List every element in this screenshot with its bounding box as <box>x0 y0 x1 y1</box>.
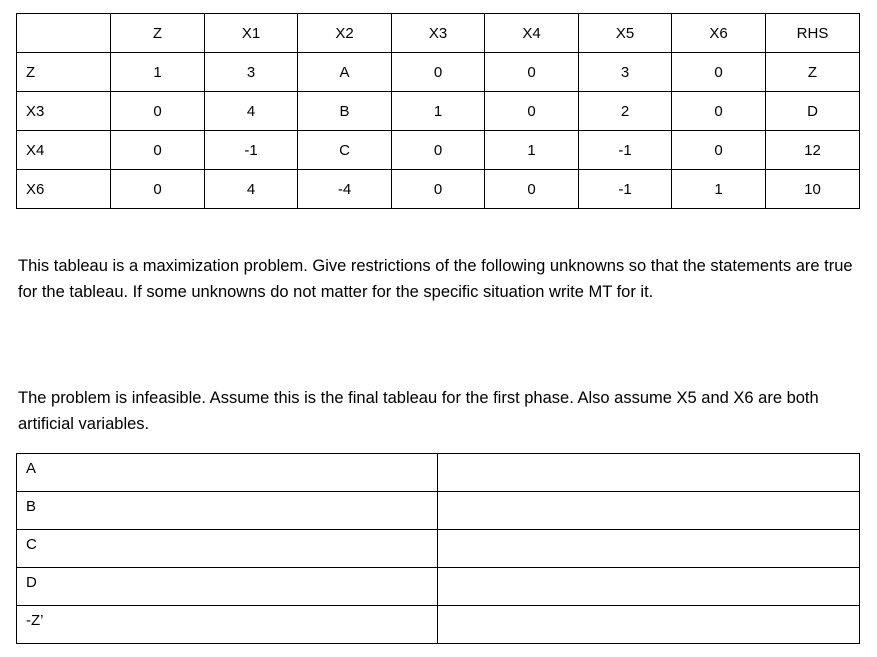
tableau-cell: 0 <box>672 53 766 92</box>
tableau-cell: D <box>766 92 860 131</box>
answer-row <box>17 454 860 492</box>
tableau-cell: Z <box>766 53 860 92</box>
tableau-cell: 0 <box>392 131 485 170</box>
tableau-header-cell <box>17 14 111 53</box>
tableau-cell: 0 <box>111 92 205 131</box>
tableau-cell: A <box>298 53 392 92</box>
answer-label: D <box>17 568 438 606</box>
tableau-row <box>17 92 860 131</box>
simplex-tableau <box>16 13 860 209</box>
tableau-header-cell: RHS <box>766 14 860 53</box>
tableau-cell: -1 <box>579 131 672 170</box>
tableau-cell: 1 <box>485 131 579 170</box>
tableau-cell: 4 <box>205 92 298 131</box>
tableau-cell: -1 <box>579 170 672 209</box>
tableau-cell: 1 <box>672 170 766 209</box>
answer-field-a[interactable] <box>438 454 860 492</box>
tableau-cell: 3 <box>205 53 298 92</box>
tableau-row-label: Z <box>17 53 111 92</box>
answer-table <box>16 453 860 644</box>
tableau-cell: 2 <box>579 92 672 131</box>
instructions-paragraph: This tableau is a maximization problem. Give restrictions of the following unknowns so that the statements are true for the tableau. If some unknowns do not matter for the specific situation write MT for it. <box>18 257 853 301</box>
answer-field-d[interactable] <box>438 568 860 606</box>
answer-field-neg-z[interactable] <box>438 606 860 644</box>
answer-label: A <box>17 454 438 492</box>
tableau-row-label: X6 <box>17 170 111 209</box>
tableau-cell: 0 <box>392 53 485 92</box>
tableau-cell: 0 <box>485 170 579 209</box>
tableau-cell: B <box>298 92 392 131</box>
tableau-cell: 1 <box>111 53 205 92</box>
tableau-cell: 3 <box>579 53 672 92</box>
tableau-header-row <box>17 14 860 53</box>
answer-row <box>17 606 860 644</box>
tableau-row-label: X4 <box>17 131 111 170</box>
answer-label: -Z’ <box>17 606 438 644</box>
answer-label: C <box>17 530 438 568</box>
answer-label: B <box>17 492 438 530</box>
tableau-cell: 0 <box>485 92 579 131</box>
tableau-header-cell: X2 <box>298 14 392 53</box>
answer-field-c[interactable] <box>438 530 860 568</box>
tableau-cell: 0 <box>672 92 766 131</box>
tableau-cell: 0 <box>111 131 205 170</box>
answer-row <box>17 568 860 606</box>
tableau-cell: 10 <box>766 170 860 209</box>
tableau-cell: 4 <box>205 170 298 209</box>
tableau-header-cell: X3 <box>392 14 485 53</box>
tableau-cell: -4 <box>298 170 392 209</box>
tableau-header-cell: X5 <box>579 14 672 53</box>
tableau-row <box>17 131 860 170</box>
answer-row <box>17 530 860 568</box>
tableau-header-cell: Z <box>111 14 205 53</box>
tableau-cell: 0 <box>672 131 766 170</box>
answer-field-b[interactable] <box>438 492 860 530</box>
tableau-header-cell: X1 <box>205 14 298 53</box>
tableau-cell: 0 <box>111 170 205 209</box>
tableau-row <box>17 53 860 92</box>
tableau-cell: 1 <box>392 92 485 131</box>
tableau-cell: -1 <box>205 131 298 170</box>
tableau-row <box>17 170 860 209</box>
tableau-cell: 0 <box>485 53 579 92</box>
tableau-header-cell: X6 <box>672 14 766 53</box>
tableau-cell: 0 <box>392 170 485 209</box>
tableau-header-cell: X4 <box>485 14 579 53</box>
tableau-cell: 12 <box>766 131 860 170</box>
tableau-cell: C <box>298 131 392 170</box>
scenario-paragraph: The problem is infeasible. Assume this is the final tableau for the first phase. Also assume X5 and X6 are both artificial variables. <box>18 389 819 433</box>
tableau-row-label: X3 <box>17 92 111 131</box>
answer-row <box>17 492 860 530</box>
